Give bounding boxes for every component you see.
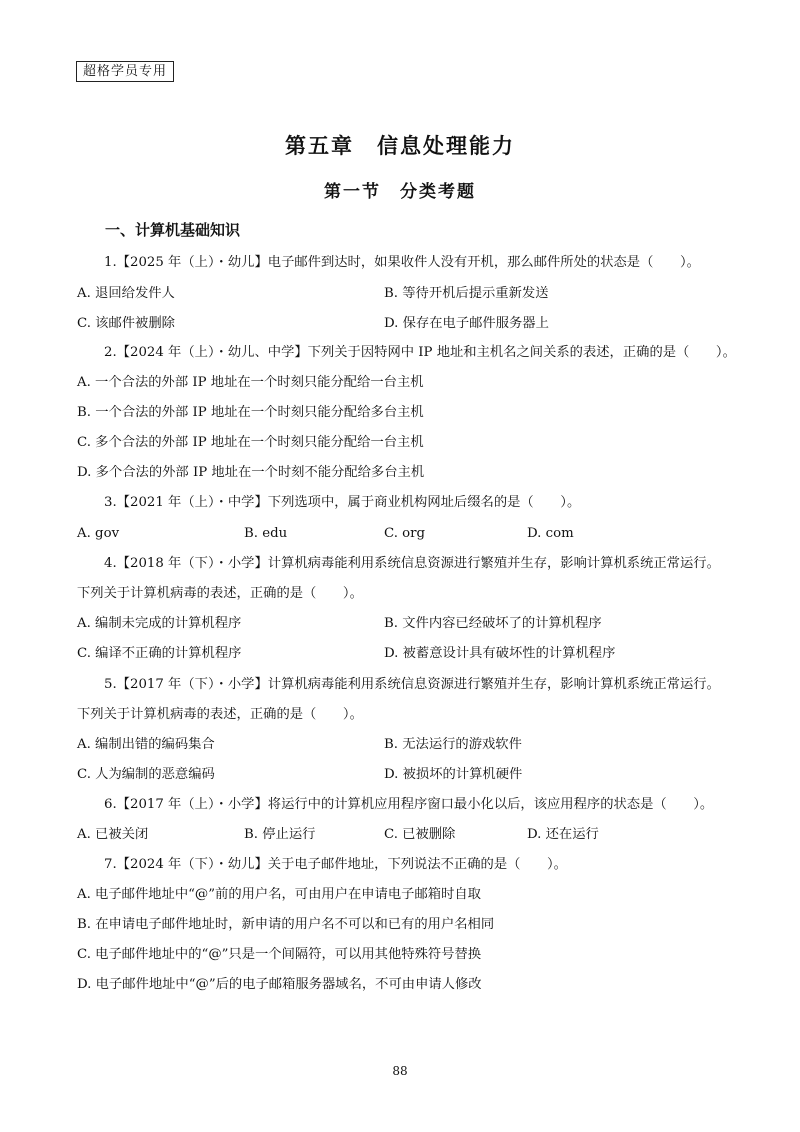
page-number: 88 [392,1064,408,1078]
question-6-option-d: D. 还在运行 [527,827,599,842]
question-4-option-b: B. 文件内容已经破坏了的计算机程序 [384,616,602,631]
question-2-option-b: B. 一个合法的外部 IP 地址在一个时刻只能分配给多台主机 [77,405,424,420]
question-1-option-c: C. 该邮件被删除 [77,316,175,331]
question-5-option-b: B. 无法运行的游戏软件 [384,737,522,752]
question-5-option-d: D. 被损坏的计算机硬件 [384,767,523,782]
question-2-option-c: C. 多个合法的外部 IP 地址在一个时刻只能分配给一台主机 [77,435,424,450]
question-3-option-a: A. gov [77,526,120,541]
chapter-title: 第五章 信息处理能力 [285,133,515,158]
question-3-stem: 3.【2021 年（上）・中学】下列选项中，属于商业机构网址后缀名的是（ ）。 [104,495,581,510]
question-3-option-c: C. org [384,526,426,541]
question-3-option-b: B. edu [244,526,288,541]
question-5-stem: 5.【2017 年（下）・小学】计算机病毒能利用系统信息资源进行繁殖并生存，影响计算机系统正常运行。 [104,677,720,692]
question-4-stem: 4.【2018 年（下）・小学】计算机病毒能利用系统信息资源进行繁殖并生存，影响计算机系统正常运行。 [104,556,720,571]
question-7-option-a: A. 电子邮件地址中“@”前的用户名，可由用户在申请电子邮箱时自取 [77,887,481,902]
question-2-option-d: D. 多个合法的外部 IP 地址在一个时刻不能分配给多台主机 [77,465,425,480]
question-7-option-d: D. 电子邮件地址中“@”后的电子邮箱服务器域名，不可由申请人修改 [77,977,482,992]
question-7-option-c: C. 电子邮件地址中的“@”只是一个间隔符，可以用其他特殊符号替换 [77,947,482,962]
question-5-option-c: C. 人为编制的恶意编码 [77,767,215,782]
question-5-option-a: A. 编制出错的编码集合 [77,737,215,752]
question-2-option-a: A. 一个合法的外部 IP 地址在一个时刻只能分配给一台主机 [77,375,424,390]
question-3-option-d: D. com [527,526,574,541]
question-7-stem: 7.【2024 年（下）・幼儿】关于电子邮件地址，下列说法不正确的是（ ）。 [104,857,567,872]
question-4-option-d: D. 被蓄意设计具有破坏性的计算机程序 [384,646,616,661]
question-6-option-b: B. 停止运行 [244,827,316,842]
section-title: 第一节 分类考题 [324,182,476,202]
question-2-stem: 2.【2024 年（上）・幼儿、中学】下列关于因特网中 IP 地址和主机名之间关系的表述，正确的是（ ）。 [104,345,736,360]
question-6-option-a: A. 已被关闭 [77,827,149,842]
question-6-stem: 6.【2017 年（上）・小学】将运行中的计算机应用程序窗口最小化以后，该应用程序的状态是（ ）。 [104,797,714,812]
question-4-option-a: A. 编制未完成的计算机程序 [77,616,242,631]
question-1-option-b: B. 等待开机后提示重新发送 [384,286,549,301]
question-4-option-c: C. 编译不正确的计算机程序 [77,646,242,661]
question-7-option-b: B. 在申请电子邮件地址时，新申请的用户名不可以和已有的用户名相同 [77,917,495,932]
question-4-stem-continued: 下列关于计算机病毒的表述，正确的是（ ）。 [77,586,363,601]
student-only-badge: 超格学员专用 [76,61,174,82]
question-5-stem-continued: 下列关于计算机病毒的表述，正确的是（ ）。 [77,707,363,722]
question-1-option-d: D. 保存在电子邮件服务器上 [384,316,549,331]
question-1-stem: 1.【2025 年（上）・幼儿】电子邮件到达时，如果收件人没有开机，那么邮件所处的状态是（ ）。 [104,255,700,270]
question-1-option-a: A. 退回给发件人 [77,286,175,301]
topic-heading: 一、计算机基础知识 [105,221,241,239]
question-6-option-c: C. 已被删除 [384,827,456,842]
